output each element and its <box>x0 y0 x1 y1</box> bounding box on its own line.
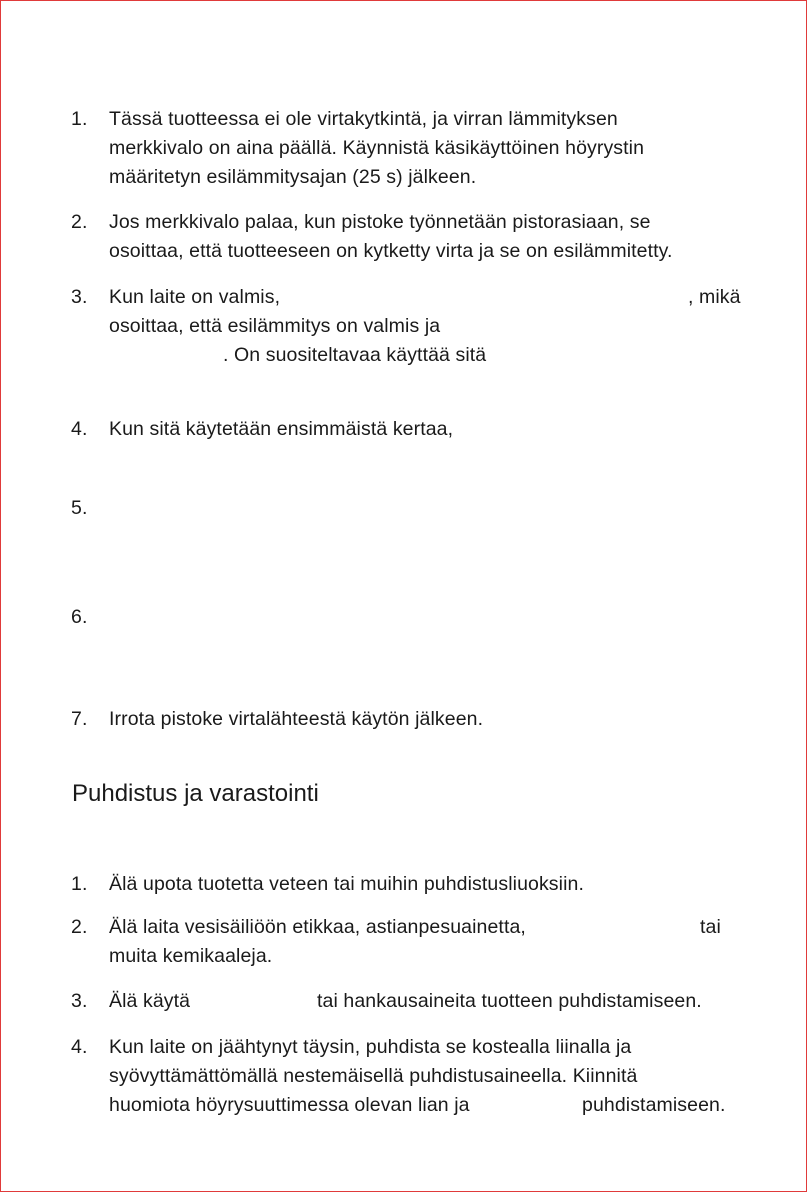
item-number: 7. <box>71 708 88 730</box>
item-text: osoittaa, että tuotteeseen on kytketty virta ja se on esilämmitetty. <box>109 240 673 262</box>
item-text: Jos merkkivalo palaa, kun pistoke työnnetään pistorasiaan, se <box>109 211 651 233</box>
item-text: Älä upota tuotetta veteen tai muihin puhdistusliuoksiin. <box>109 873 584 895</box>
item-text: syövyttämättömällä nestemäisellä puhdistusaineella. Kiinnitä <box>109 1065 638 1087</box>
item-text: Tässä tuotteessa ei ole virtakytkintä, ja virran lämmityksen <box>109 108 618 130</box>
section-heading: Puhdistus ja varastointi <box>72 780 319 807</box>
item-number: 4. <box>71 1036 88 1058</box>
item-text: Kun laite on jäähtynyt täysin, puhdista se kostealla liinalla ja <box>109 1036 632 1058</box>
item-text: Kun laite on valmis, <box>109 286 281 308</box>
item-number: 6. <box>71 606 88 628</box>
item-number: 3. <box>71 286 88 308</box>
item-text: huomiota höyrysuuttimessa olevan lian ja <box>109 1094 470 1116</box>
item-text: määritetyn esilämmitysajan (25 s) jälkeen. <box>109 166 477 188</box>
item-number: 5. <box>71 497 88 519</box>
item-text: , mikä <box>688 286 741 308</box>
item-text: tai <box>700 916 721 938</box>
item-number: 2. <box>71 916 88 938</box>
item-text: merkkivalo on aina päällä. Käynnistä käsikäyttöinen höyrystin <box>109 137 645 159</box>
item-text: puhdistamiseen. <box>582 1094 726 1116</box>
item-number: 1. <box>71 873 88 895</box>
item-number: 4. <box>71 418 88 440</box>
item-text: . On suositeltavaa käyttää sitä <box>223 344 487 366</box>
item-text: osoittaa, että esilämmitys on valmis ja <box>109 315 441 337</box>
item-text: muita kemikaaleja. <box>109 945 273 967</box>
item-text: Älä käytä <box>109 990 191 1012</box>
item-number: 1. <box>71 108 88 130</box>
item-text: Kun sitä käytetään ensimmäistä kertaa, <box>109 418 454 440</box>
item-text: tai hankausaineita tuotteen puhdistamiseen. <box>317 990 702 1012</box>
item-number: 3. <box>71 990 88 1012</box>
item-number: 2. <box>71 211 88 233</box>
item-text: Älä laita vesisäiliöön etikkaa, astianpesuainetta, <box>109 916 526 938</box>
item-text: Irrota pistoke virtalähteestä käytön jälkeen. <box>109 708 484 730</box>
